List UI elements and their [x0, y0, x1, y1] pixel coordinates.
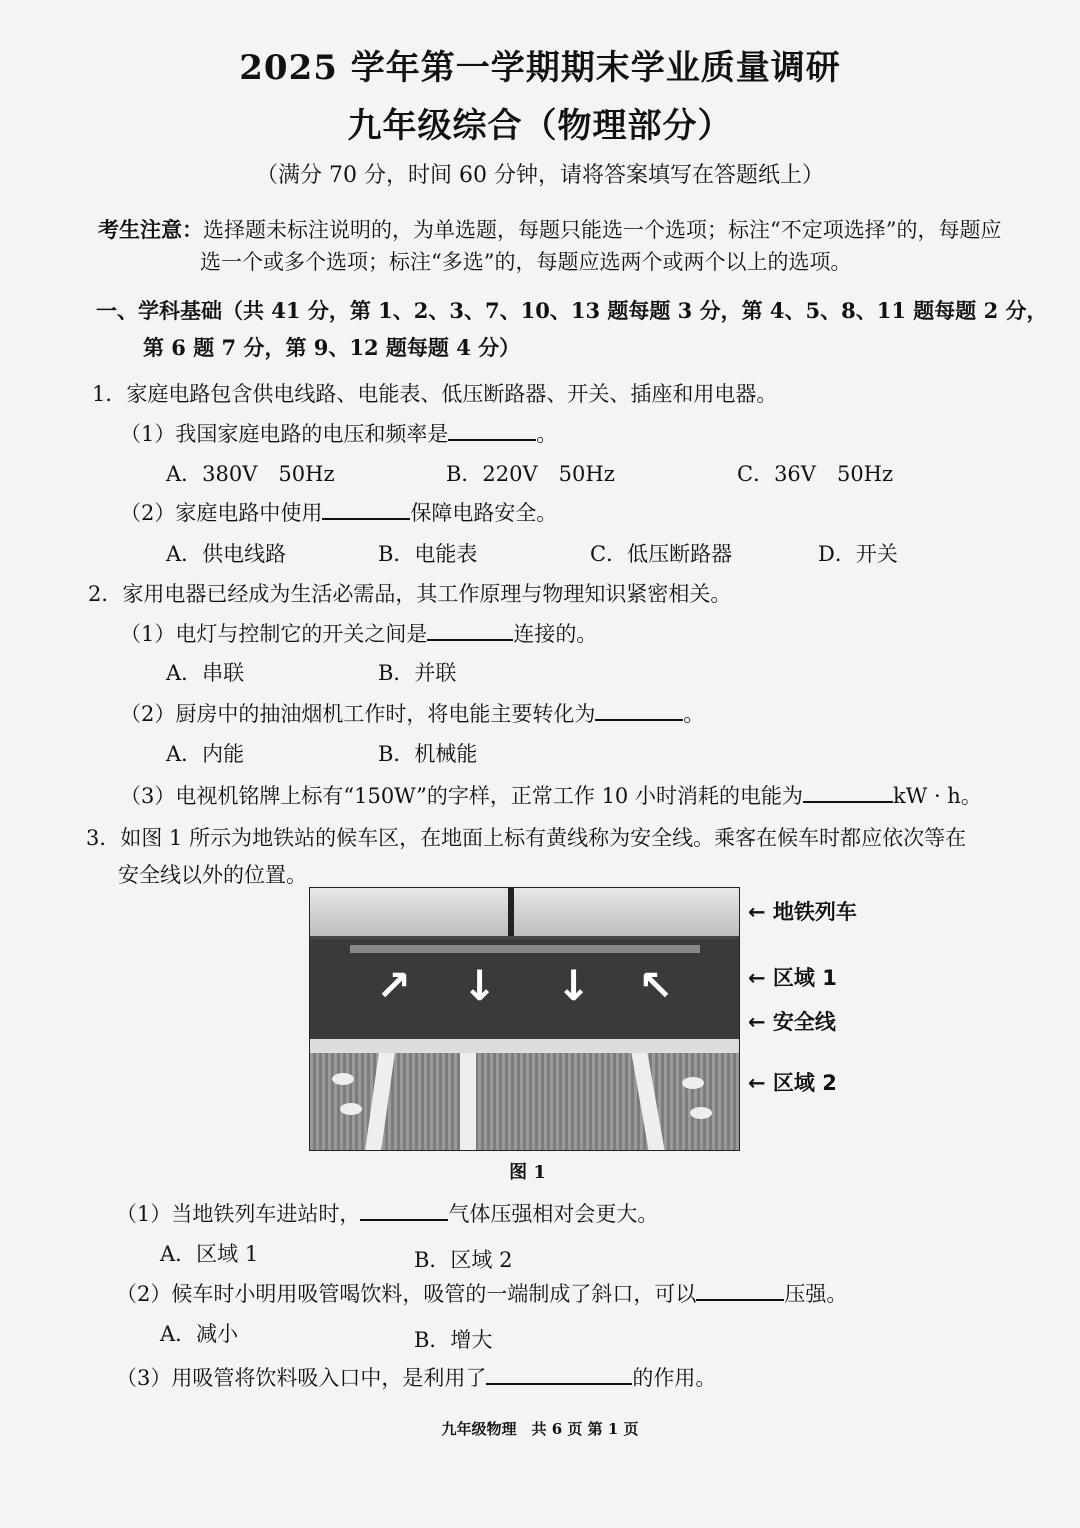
q1-part1-option-b: B．220V 50Hz: [446, 462, 615, 486]
q2-part1: [120, 618, 597, 648]
q3-part1-option-a: A．区域 1: [160, 1242, 259, 1266]
q1-part1-option-a: A．380V 50Hz: [166, 462, 335, 486]
figure-label-safety-line: ← 安全线: [748, 1010, 836, 1034]
q2-part3: [120, 780, 982, 810]
q3-stem-2: 安全线以外的位置。: [118, 863, 307, 887]
zone-2-area: [310, 1053, 739, 1150]
platform-edge-strip: [350, 945, 700, 953]
queue-lane-marking: [365, 1053, 395, 1150]
q2-part3-end: kW · h。: [892, 784, 982, 808]
q2-part2-text: （2）厨房中的抽油烟机工作时，将电能主要转化为: [120, 702, 596, 726]
train-door: [508, 888, 514, 936]
q1-part2-end: 保障电路安全。: [410, 501, 558, 525]
figure-label-train: ← 地铁列车: [748, 900, 857, 924]
exam-subject-title: 九年级综合（物理部分）: [347, 106, 733, 146]
q2-stem: 2．家用电器已经成为生活必需品，其工作原理与物理知识紧密相关。: [88, 582, 732, 606]
q3-part1-text: （1）当地铁列车进站时，: [116, 1202, 361, 1226]
notice-line-1: [98, 214, 1001, 244]
answer-blank: [448, 421, 536, 441]
subway-platform-figure: [309, 887, 740, 1151]
answer-blank: [427, 621, 513, 641]
q2-part1-text: （1）电灯与控制它的开关之间是: [120, 622, 428, 646]
q2-part1-option-b: B．并联: [378, 661, 457, 685]
footprint-icon: [690, 1107, 712, 1119]
answer-blank: [803, 783, 893, 803]
figure-label-zone-1: ← 区域 1: [748, 966, 837, 990]
q1-stem: 1．家庭电路包含供电线路、电能表、低压断路器、开关、插座和用电器。: [92, 382, 778, 406]
q3-part3: [116, 1362, 716, 1392]
footprint-icon: [682, 1077, 704, 1089]
q2-part3-text: （3）电视机铭牌上标有“150W”的字样，正常工作 10 小时消耗的电能为: [120, 784, 803, 808]
q3-part3-end: 的作用。: [632, 1366, 717, 1390]
answer-blank: [486, 1365, 632, 1385]
q2-part2-end: 。: [683, 702, 705, 726]
section-heading-1: 一、学科基础（共 41 分，第 1、2、3、7、10、13 题每题 3 分，第 4、5、8、11 题每题 2 分，: [96, 298, 1048, 323]
notice-line-2: 选一个或多个选项；标注“多选”的，每题应选两个或两个以上的选项。: [200, 250, 852, 274]
q1-part2: [120, 497, 557, 527]
arrow-down-icon: ↓: [462, 961, 498, 1010]
q3-part1-end: 气体压强相对会更大。: [448, 1202, 659, 1226]
answer-blank: [696, 1281, 784, 1301]
q2-part1-option-a: A．串联: [166, 661, 245, 685]
q1-part2-option-d: D．开关: [818, 542, 898, 566]
zone-1-area: [310, 939, 739, 1039]
page-footer: 九年级物理 共 6 页 第 1 页: [441, 1420, 639, 1438]
q3-part2: [116, 1278, 847, 1308]
q3-part2-option-b: B．增大: [414, 1328, 493, 1352]
arrow-up-left-icon: ↖: [638, 961, 674, 1010]
section-heading-2: 第 6 题 7 分，第 9、12 题每题 4 分）: [143, 335, 521, 360]
exam-info: （满分 70 分，时间 60 分钟，请将答案填写在答题纸上）: [256, 163, 824, 188]
q3-stem-1: 3．如图 1 所示为地铁站的候车区，在地面上标有黄线称为安全线。乘客在候车时都应依次等在: [86, 826, 967, 850]
q3-part1: [116, 1198, 658, 1228]
q3-part2-option-a: A．减小: [160, 1322, 239, 1346]
figure-caption: 图 1: [509, 1162, 546, 1183]
safety-line: [310, 1039, 739, 1053]
queue-lane-marking: [631, 1053, 664, 1150]
footprint-icon: [332, 1073, 354, 1085]
q1-part1-text: （1）我国家庭电路的电压和频率是: [120, 422, 449, 446]
queue-lane-marking: [460, 1053, 476, 1150]
notice-label: 考生注意：: [98, 217, 203, 242]
q1-part1-option-c: C．36V 50Hz: [737, 462, 894, 486]
notice-text-1: 选择题未标注说明的，为单选题，每题只能选一个选项；标注“不定项选择”的，每题应: [203, 218, 1002, 242]
exam-title: 2025 学年第一学期期末学业质量调研: [239, 48, 841, 88]
q2-part2: [120, 698, 704, 728]
answer-blank: [595, 701, 683, 721]
q1-part2-option-c: C．低压断路器: [590, 542, 733, 566]
q3-part3-text: （3）用吸管将饮料吸入口中，是利用了: [116, 1366, 487, 1390]
answer-blank: [322, 500, 410, 520]
subway-train-image: [310, 888, 739, 939]
q3-part2-end: 压强。: [784, 1282, 848, 1306]
arrow-down-icon: ↓: [556, 961, 592, 1010]
q2-part2-option-a: A．内能: [166, 742, 245, 766]
q1-part2-option-b: B．电能表: [378, 542, 478, 566]
q3-part1-option-b: B．区域 2: [414, 1248, 513, 1272]
footprint-icon: [340, 1103, 362, 1115]
q1-part1-end: 。: [536, 422, 558, 446]
q2-part1-end: 连接的。: [513, 622, 598, 646]
figure-label-zone-2: ← 区域 2: [748, 1071, 837, 1095]
q1-part2-option-a: A．供电线路: [166, 542, 287, 566]
q1-part1: [120, 418, 557, 448]
arrow-up-right-icon: ↗: [376, 961, 412, 1010]
answer-blank: [360, 1201, 448, 1221]
q1-part2-text: （2）家庭电路中使用: [120, 501, 323, 525]
q2-part2-option-b: B．机械能: [378, 742, 478, 766]
q3-part2-text: （2）候车时小明用吸管喝饮料，吸管的一端制成了斜口，可以: [116, 1282, 697, 1306]
